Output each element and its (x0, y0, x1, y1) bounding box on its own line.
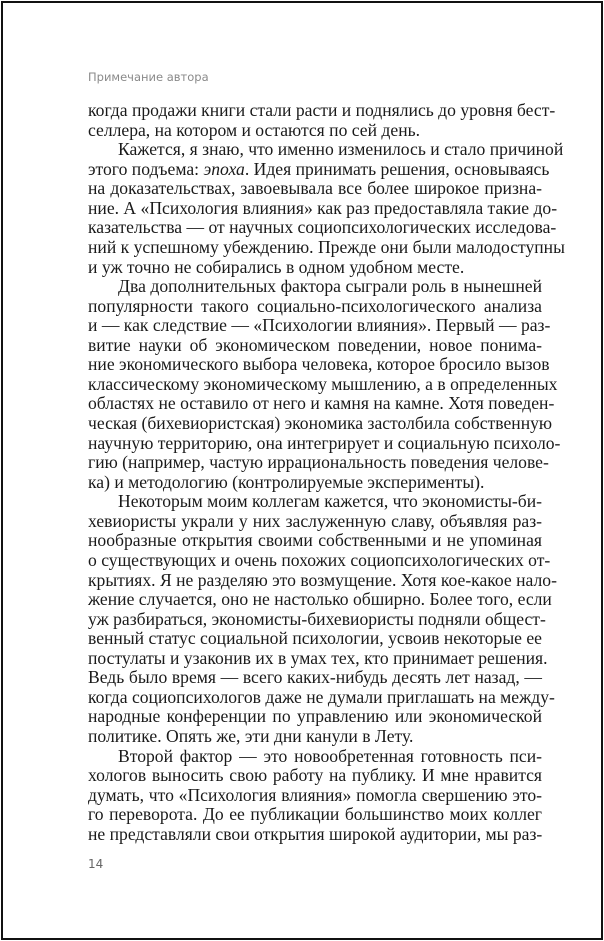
text-line: селлера, на котором и остаются по сей день. (88, 119, 421, 140)
body-text (88, 100, 565, 844)
text-line: ний к успешному убеждению. Прежде они были малодоступны (88, 236, 565, 257)
text-line: этого подъема: эпоха. Идея принимать решения, основываясь (88, 158, 550, 179)
text-line: Второй фактор — это новообретенная готовность пси- (118, 745, 542, 766)
text-line: когда продажи книги стали расти и поднялись до уровня бест- (88, 100, 556, 120)
text-line: казательства — от научных социопсихологических исследова- (88, 217, 557, 238)
text-line: и — как следствие — «Психологии влияния». Первый — раз- (88, 315, 551, 336)
paragraph (88, 100, 556, 140)
text-line: популярности такого социально-психологического анализа (88, 295, 542, 316)
text-line: думать, что «Психология влияния» помогла свершению это- (88, 784, 542, 805)
text-line: ка) и методологию (контролируемые эксперименты). (88, 471, 485, 492)
text-line: Кажется, я знаю, что именно изменилось и стало причиной (118, 139, 564, 160)
text-line: политике. Опять же, эти дни канули в Лету. (88, 726, 414, 746)
text-line: на доказательствах, завоевывала все более широкое призна- (88, 178, 542, 199)
text-line: хевиористы украли у них заслуженную славу, объявляя раз- (88, 510, 542, 531)
text-line: витие науки об экономическом поведении, новое понима- (88, 334, 542, 355)
text-line: постулаты и узаконив их в умах тех, кто принимает решения. (88, 647, 548, 668)
text-line: ческая (бихевиористская) экономика застолбила собственную (88, 413, 553, 433)
text-line: гию (например, частую иррациональность поведения челове- (88, 452, 549, 473)
text-line: областях не оставило от него и камня на камне. Хотя поведен- (88, 393, 555, 414)
paragraph (88, 747, 542, 845)
text-line: хологов выносить свою работу на публику. И мне нравится (88, 765, 542, 786)
text-line: и уж точно не собирались в одном удобном месте. (88, 256, 465, 277)
text-line: когда социопсихологов даже не думали приглашать на между- (88, 686, 555, 707)
text-line: научную территорию, она интегрирует и социальную психоло- (88, 432, 561, 453)
running-head: Примечание автора (88, 70, 209, 84)
text-line: о существующих и очень похожих социопсихологических от- (88, 549, 551, 570)
text-line: классическому экономическому мышлению, а в определенных (88, 373, 558, 394)
text-line: крытиях. Я не разделяю это возмущение. Хотя кое-какое нало- (88, 569, 557, 590)
text-line: ние экономического выбора человека, которое бросило вызов (88, 354, 550, 375)
paragraph (88, 139, 565, 277)
text-line: Два дополнительных фактора сыграли роль в нынешней (118, 276, 542, 297)
text-line: не представляли свои открытия широкой аудитории, мы раз- (88, 823, 543, 844)
text-line: венный статус социальной психологии, усвоив некоторые ее (88, 628, 542, 649)
text-line: ние. А «Психология влияния» как раз предоставляла такие до- (88, 197, 558, 218)
text-line: Ведь было время — всего каких-нибудь десять лет назад, — (88, 667, 542, 688)
page-number: 14 (88, 857, 104, 871)
text-line: Некоторым моим коллегам кажется, что экономисты-би- (118, 491, 542, 512)
text-line: жение случается, оно не настолько обширно. Более того, если (88, 589, 552, 610)
paragraph (88, 276, 561, 492)
paragraph (88, 491, 557, 746)
text-line: нообразные открытия своими собственными и не упоминая (88, 530, 542, 551)
text-line: народные конференции по управлению или экономической (88, 706, 542, 727)
text-line: го переворота. До ее публикации большинство моих коллег (88, 804, 542, 825)
text-line: уж разбираться, экономисты-бихевиористы подняли общест- (88, 608, 546, 629)
